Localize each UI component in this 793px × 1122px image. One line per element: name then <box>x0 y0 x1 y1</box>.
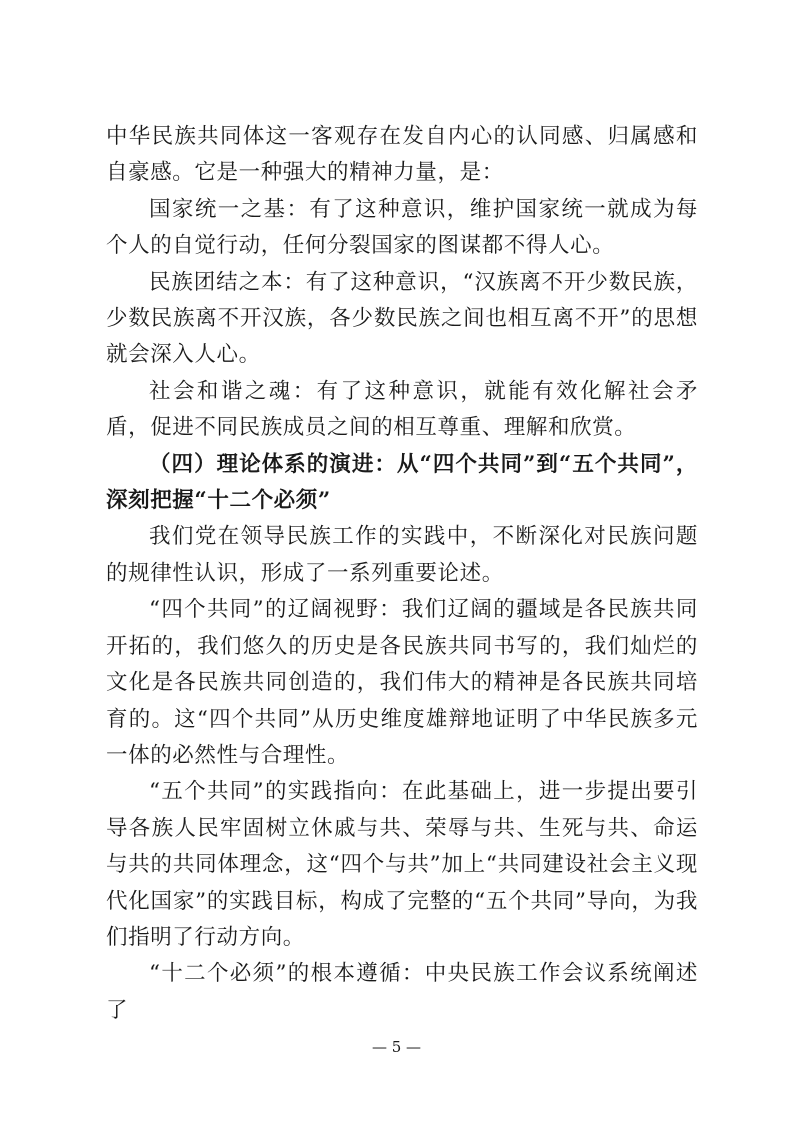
paragraph-five-commons: “五个共同”的实践指向：在此基础上，进一步提出要引导各族人民牢固树立休戚与共、荣辱与共、生死与共、命运与共的共同体理念，这“四个与共”加上“共同建设社会主义现代化国家”的实践目标，构成了完整的“五个共同”导向，为我们指明了行动方向。 <box>106 779 698 950</box>
paragraph-ethnic-unity: 民族团结之本：有了这种意识，“汉族离不开少数民族，少数民族离不开汉族，各少数民族之间也相互离不开”的思想就会深入人心。 <box>106 269 698 368</box>
page-number: — 5 — <box>371 1038 422 1056</box>
paragraph-twelve-musts: “十二个必须”的根本遵循：中央民族工作会议系统阐述了 <box>106 961 698 1023</box>
paragraph-four-commons: “四个共同”的辽阔视野：我们辽阔的疆域是各民族共同开拓的，我们悠久的历史是各民族共同书写的，我们灿烂的文化是各民族共同创造的，我们伟大的精神是各民族共同培育的。这“四个共同”从历史维度雄辩地证明了中华民族多元一体的必然性与合理性。 <box>106 597 698 768</box>
paragraph-continuation: 中华民族共同体这一客观存在发自内心的认同感、归属感和自豪感。它是一种强大的精神力量，是： <box>106 124 698 186</box>
paragraph-party-work: 我们党在领导民族工作的实践中，不断深化对民族问题的规律性认识，形成了一系列重要论述。 <box>106 524 698 586</box>
section-heading: （四）理论体系的演进：从“四个共同”到“五个共同”，深刻把握“十二个必须” <box>106 451 698 514</box>
paragraph-social-harmony: 社会和谐之魂：有了这种意识，就能有效化解社会矛盾，促进不同民族成员之间的相互尊重、理解和欣赏。 <box>106 378 698 441</box>
document-body <box>106 119 698 1029</box>
paragraph-national-unity: 国家统一之基：有了这种意识，维护国家统一就成为每个人的自觉行动，任何分裂国家的图谋都不得人心。 <box>106 196 698 259</box>
